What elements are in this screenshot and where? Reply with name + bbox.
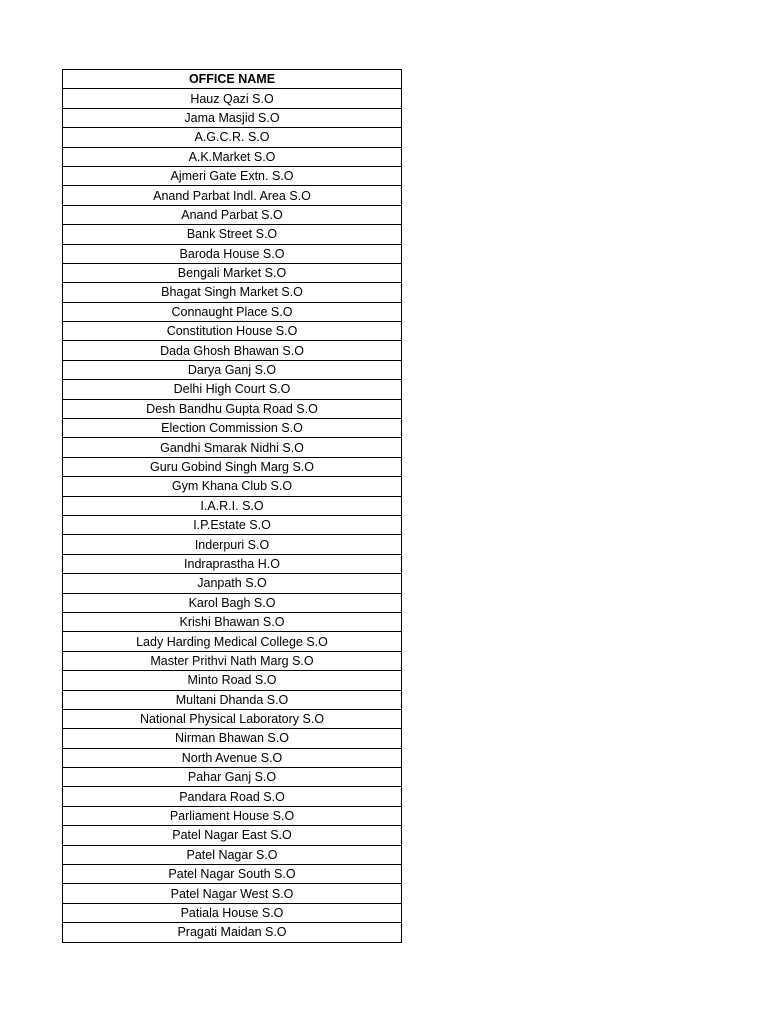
table-row — [63, 166, 402, 185]
table-row — [63, 147, 402, 166]
table-row — [63, 729, 402, 748]
office-name-cell: Election Commission S.O — [63, 419, 402, 438]
office-name-cell: Bhagat Singh Market S.O — [63, 283, 402, 302]
table-row — [63, 263, 402, 282]
office-name-cell: Gym Khana Club S.O — [63, 477, 402, 496]
office-name-cell: Constitution House S.O — [63, 322, 402, 341]
office-name-cell: National Physical Laboratory S.O — [63, 709, 402, 728]
table-row — [63, 787, 402, 806]
table-row — [63, 806, 402, 825]
office-name-cell: Patiala House S.O — [63, 903, 402, 922]
office-name-cell: Ajmeri Gate Extn. S.O — [63, 166, 402, 185]
office-name-cell: Krishi Bhawan S.O — [63, 612, 402, 631]
table-row — [63, 671, 402, 690]
table-row — [63, 574, 402, 593]
table-row — [63, 89, 402, 108]
table-row — [63, 419, 402, 438]
table-row — [63, 360, 402, 379]
office-name-cell: Dada Ghosh Bhawan S.O — [63, 341, 402, 360]
table-row — [63, 903, 402, 922]
office-name-cell: Anand Parbat S.O — [63, 205, 402, 224]
table-row — [63, 768, 402, 787]
office-name-cell: Hauz Qazi S.O — [63, 89, 402, 108]
table-row — [63, 826, 402, 845]
table-row — [63, 399, 402, 418]
office-name-cell: Karol Bagh S.O — [63, 593, 402, 612]
table-row — [63, 457, 402, 476]
office-name-cell: Multani Dhanda S.O — [63, 690, 402, 709]
office-name-cell: Indraprastha H.O — [63, 554, 402, 573]
office-name-cell: A.K.Market S.O — [63, 147, 402, 166]
table-row — [63, 690, 402, 709]
office-name-cell: Jama Masjid S.O — [63, 108, 402, 127]
table-row — [63, 515, 402, 534]
table-row — [63, 225, 402, 244]
office-name-cell: Inderpuri S.O — [63, 535, 402, 554]
office-name-cell: Delhi High Court S.O — [63, 380, 402, 399]
office-name-cell: Bengali Market S.O — [63, 263, 402, 282]
table-body — [63, 89, 402, 942]
office-name-cell: Patel Nagar West S.O — [63, 884, 402, 903]
office-name-cell: Connaught Place S.O — [63, 302, 402, 321]
office-name-cell: Gandhi Smarak Nidhi S.O — [63, 438, 402, 457]
office-name-column-header: OFFICE NAME — [63, 70, 402, 89]
table-row — [63, 380, 402, 399]
table-row — [63, 186, 402, 205]
office-name-table — [62, 69, 402, 943]
table-row — [63, 438, 402, 457]
table-row — [63, 108, 402, 127]
office-name-cell: Pandara Road S.O — [63, 787, 402, 806]
table-row — [63, 845, 402, 864]
office-name-cell: I.A.R.I. S.O — [63, 496, 402, 515]
table-row — [63, 341, 402, 360]
office-name-cell: Bank Street S.O — [63, 225, 402, 244]
office-name-cell: Patel Nagar S.O — [63, 845, 402, 864]
table-row — [63, 612, 402, 631]
office-name-cell: North Avenue S.O — [63, 748, 402, 767]
table-head — [63, 70, 402, 89]
office-name-cell: Guru Gobind Singh Marg S.O — [63, 457, 402, 476]
table-row — [63, 554, 402, 573]
table-row — [63, 244, 402, 263]
table-row — [63, 884, 402, 903]
header-row — [63, 70, 402, 89]
table-row — [63, 632, 402, 651]
office-name-cell: Janpath S.O — [63, 574, 402, 593]
table-row — [63, 709, 402, 728]
table-row — [63, 535, 402, 554]
table-row — [63, 923, 402, 942]
table-row — [63, 865, 402, 884]
table-row — [63, 496, 402, 515]
table-row — [63, 477, 402, 496]
table-row — [63, 302, 402, 321]
office-name-cell: Desh Bandhu Gupta Road S.O — [63, 399, 402, 418]
table-row — [63, 322, 402, 341]
office-name-cell: I.P.Estate S.O — [63, 515, 402, 534]
table-row — [63, 593, 402, 612]
table-row — [63, 205, 402, 224]
office-name-cell: Master Prithvi Nath Marg S.O — [63, 651, 402, 670]
office-name-cell: Darya Ganj S.O — [63, 360, 402, 379]
office-name-cell: Baroda House S.O — [63, 244, 402, 263]
office-name-cell: Pragati Maidan S.O — [63, 923, 402, 942]
office-name-cell: Minto Road S.O — [63, 671, 402, 690]
office-name-cell: Pahar Ganj S.O — [63, 768, 402, 787]
office-name-cell: Parliament House S.O — [63, 806, 402, 825]
office-name-cell: Patel Nagar East S.O — [63, 826, 402, 845]
table-row — [63, 748, 402, 767]
table-row — [63, 651, 402, 670]
table-row — [63, 128, 402, 147]
office-name-cell: Nirman Bhawan S.O — [63, 729, 402, 748]
office-name-cell: A.G.C.R. S.O — [63, 128, 402, 147]
table-row — [63, 283, 402, 302]
office-name-cell: Anand Parbat Indl. Area S.O — [63, 186, 402, 205]
office-name-cell: Lady Harding Medical College S.O — [63, 632, 402, 651]
office-name-cell: Patel Nagar South S.O — [63, 865, 402, 884]
